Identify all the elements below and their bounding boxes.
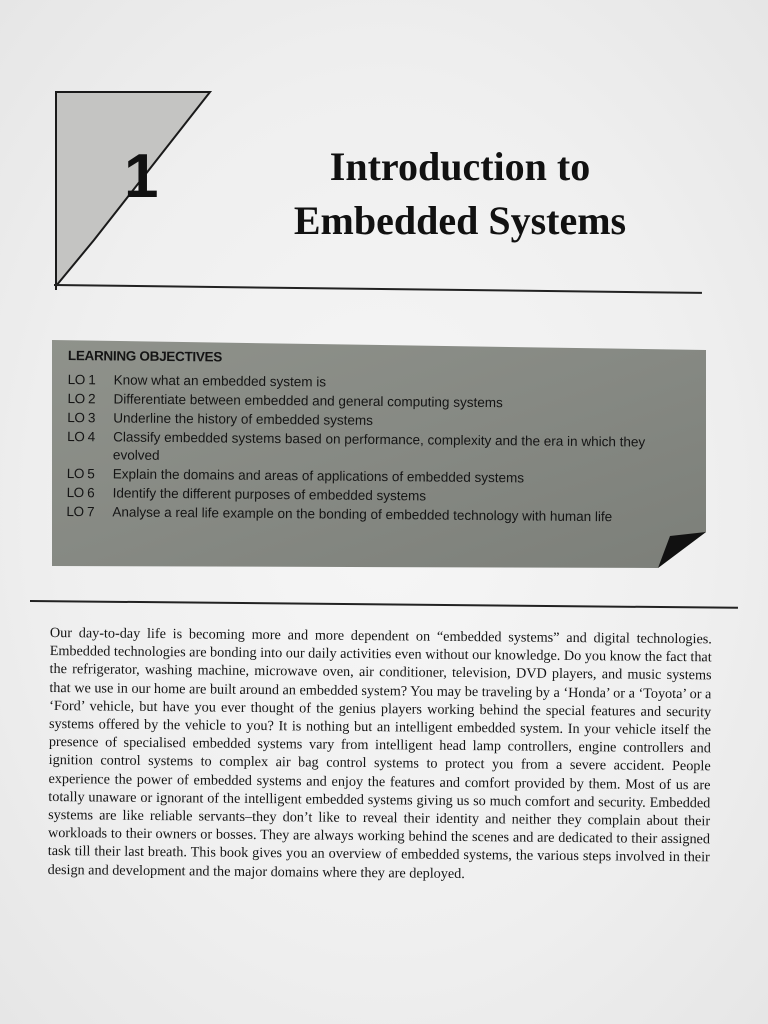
learning-objective-code: LO 6 [66, 484, 95, 501]
intro-paragraph: Our day-to-day life is becoming more and more dependent on “embedded systems” and digital technologies. Embedded technologies are bonding into our daily activities even without our knowledge. Do you know the fact that the refrigerator, washing machine, microwave oven, air conditioner, television, DVD players, and music systems that we use in our home are built around an embedded system? You may be traveling by a ‘Honda’ or a ‘Toyota’ or a ‘Ford’ vehicle, but have you ever thought of the genius players working behind the special features and security systems offered by the vehicle to you? It is nothing but an intelligent embedded system. In your vehicle itself the presence of specialised embedded systems vary from intelligent head lamp controllers, engine controllers and ignition control systems to complex air bag control systems to protect you from a severe accident. People experience the power of embedded systems and enjoy the features and comfort provided by them. Most of us are totally unaware or ignorant of the intelligent embedded systems giving us so much comfort and security. Embedded systems are like reliable servants–they don’t like to reveal their identity and neither they complain about their workloads to their owners or bosses. They are always working behind the scenes and are dedicated to their assigned task till their last breath. This book gives you an overview of embedded systems, the various steps involved in their design and development and the major domains where they are deployed. [47, 624, 712, 882]
learning-objective-code: LO 7 [66, 503, 95, 520]
chapter-title-line-1: Introduction to [329, 144, 591, 189]
learning-objective-text: Explain the domains and areas of applications of embedded systems [112, 466, 525, 486]
section-divider [30, 600, 738, 609]
chapter-title [250, 140, 670, 248]
learning-objective-code: LO 3 [67, 409, 96, 426]
learning-objective-text: Classify embedded systems based on performance, complexity and the era in which they evolved [112, 429, 646, 463]
learning-objectives-content [66, 348, 688, 528]
learning-objective-text: Analyse a real life example on the bonding of embedded technology with human life [112, 504, 613, 525]
learning-objective-code: LO 1 [67, 371, 96, 388]
learning-objectives-heading: LEARNING OBJECTIVES [67, 348, 223, 365]
learning-objective-text: Underline the history of embedded systems [113, 410, 374, 428]
learning-objective-code: LO 2 [67, 390, 96, 407]
learning-objective-text: Know what an embedded system is [113, 372, 327, 390]
learning-objectives-list [66, 371, 687, 527]
learning-objective-code: LO 4 [67, 428, 95, 445]
learning-objective-text: Identify the different purposes of embedded systems [112, 485, 427, 504]
chapter-number: 1 [124, 142, 159, 211]
chapter-title-line-2: Embedded Systems [293, 198, 627, 243]
learning-objectives-box [50, 338, 710, 570]
learning-objective-text: Differentiate between embedded and general computing systems [113, 391, 503, 411]
learning-objective-code: LO 5 [66, 465, 95, 482]
learning-objective-item [67, 428, 687, 470]
